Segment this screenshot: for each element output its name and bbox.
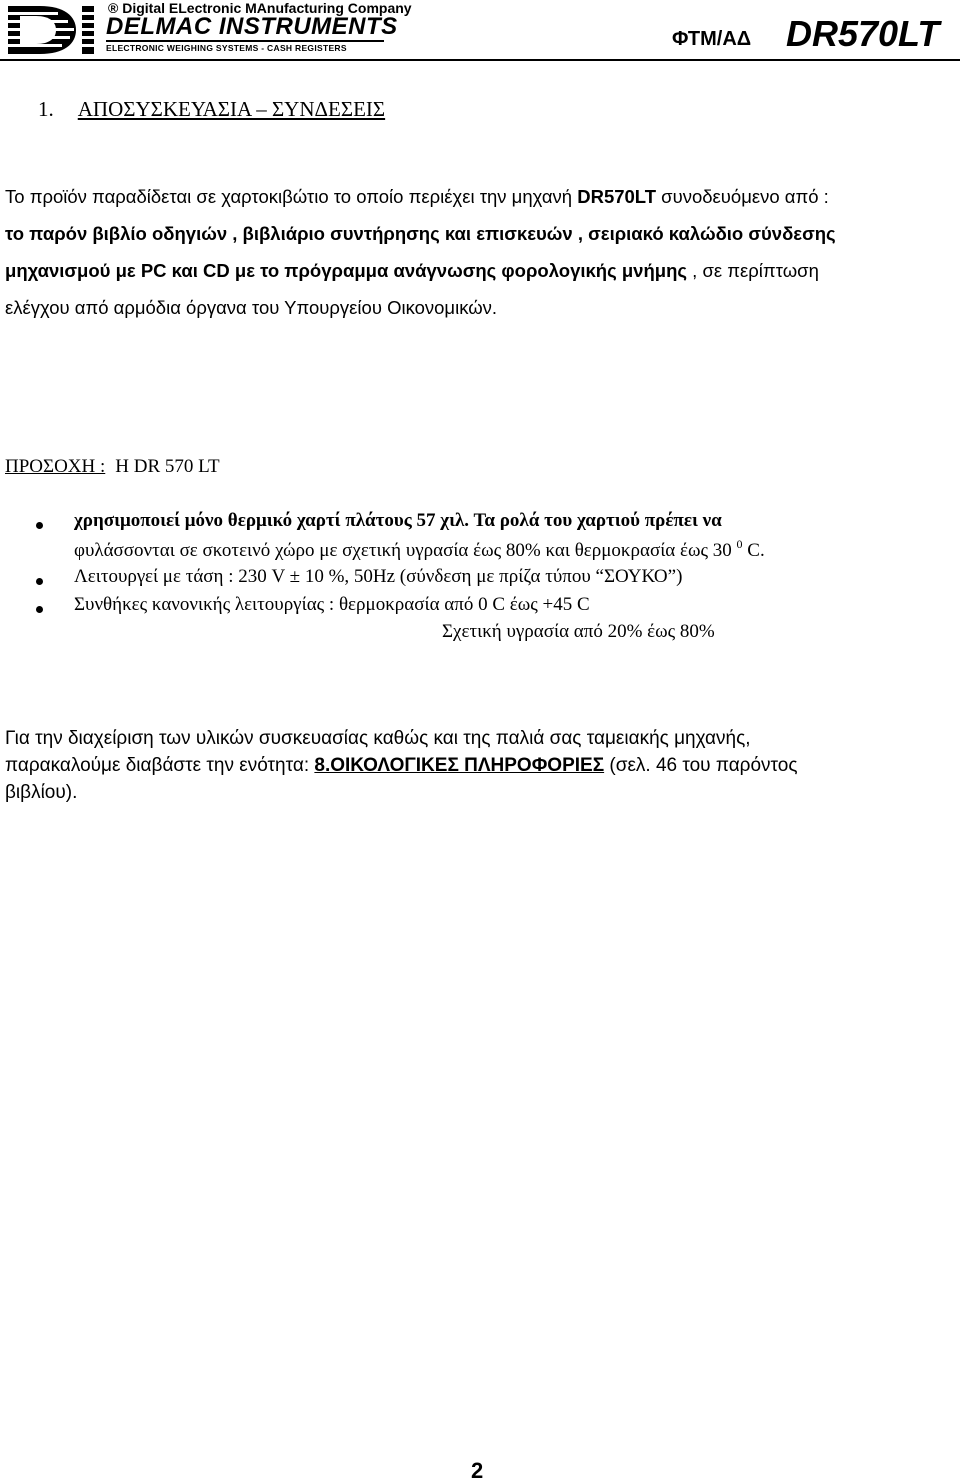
model-name: DR570LT xyxy=(786,13,940,54)
bullet-icon xyxy=(36,606,43,613)
disposal-line: Για την διαχείριση των υλικών συσκευασίας καθώς και της παλιά σας ταμειακής μηχανής, xyxy=(5,728,751,749)
brand-divider xyxy=(106,40,384,42)
intro-line xyxy=(5,178,955,215)
caution-heading xyxy=(5,456,220,478)
intro-text: , σε περίπτωση xyxy=(687,260,819,281)
registered-mark: ® xyxy=(108,0,119,16)
brand-name: DELMAC INSTRUMENTS xyxy=(106,13,398,40)
document-code: ΦΤΜ/ΑΔ xyxy=(672,28,752,50)
bullet-text: χρησιμοποιεί μόνο θερμικό χαρτί πλάτους 57 χιλ. Τα ρολά του χαρτιού πρέπει να xyxy=(74,510,722,531)
bullet-text-part: C. xyxy=(742,540,765,561)
intro-line: ελέγχου από αρμόδια όργανα του Υπουργείου Οικονομικών. xyxy=(5,297,498,318)
company-name-text: Digital ELectronic MAnufacturing Company xyxy=(122,0,412,16)
disposal-line: βιβλίου). xyxy=(5,782,78,803)
caution-text: Η DR 570 LT xyxy=(115,456,220,477)
di-logo-icon xyxy=(6,2,102,56)
bullet-icon xyxy=(36,578,43,585)
intro-model: DR570LT xyxy=(577,186,657,207)
section-reference-link[interactable]: 8.ΟΙΚΟΛΟΓΙΚΕΣ ΠΛΗΡΟΦΟΡΙΕΣ xyxy=(314,755,605,776)
intro-text: συνοδευόμενο από : xyxy=(656,186,829,207)
page-number: 2 xyxy=(471,1458,484,1483)
intro-paragraph xyxy=(5,178,955,326)
header-divider xyxy=(0,59,960,61)
intro-text: Το προϊόν παραδίδεται σε χαρτοκιβώτιο το οποίο περιέχει την μηχανή xyxy=(5,186,578,207)
section-heading xyxy=(38,97,385,122)
degree-superscript: 0 xyxy=(736,537,743,551)
disposal-text: (σελ. 46 του παρόντος xyxy=(604,755,798,776)
bullet-text xyxy=(74,537,765,562)
section-title: ΑΠΟΣΥΣΚΕΥΑΣΙΑ – ΣΥΝΔΕΣΕΙΣ xyxy=(77,97,386,121)
bullet-text-part: φυλάσσονται σε σκοτεινό χώρο με σχετική υγρασία έως 80% και θερμοκρασία έως 30 xyxy=(74,540,737,561)
intro-line xyxy=(5,252,955,289)
intro-line: το παρόν βιβλίο οδηγιών , βιβλιάριο συντήρησης και επισκευών , σειριακό καλώδιο σύνδεσης xyxy=(5,223,836,244)
section-number: 1. xyxy=(38,97,54,121)
intro-bold-text: μηχανισμού με PC και CD με το πρόγραμμα ανάγνωσης φορολογικής μνήμης xyxy=(5,260,688,281)
bullet-icon xyxy=(36,522,43,529)
disposal-line xyxy=(5,752,955,779)
page-header xyxy=(0,0,960,62)
company-tagline: ELECTRONIC WEIGHING SYSTEMS - CASH REGISTERS xyxy=(106,43,347,53)
bullet-text: Λειτουργεί με τάση : 230 V ± 10 %, 50Hz (σύνδεση με πρίζα τύπου “ΣΟΥΚΟ”) xyxy=(74,566,683,587)
bullet-text: Σχετική υγρασία από 20% έως 80% xyxy=(442,621,715,642)
disposal-text: παρακαλούμε διαβάστε την ενότητα: xyxy=(5,755,315,776)
disposal-paragraph xyxy=(5,725,955,806)
caution-label: ΠΡΟΣΟΧΗ : xyxy=(5,456,106,477)
bullet-text: Συνθήκες κανονικής λειτουργίας : θερμοκρασία από 0 C έως +45 C xyxy=(74,594,590,615)
